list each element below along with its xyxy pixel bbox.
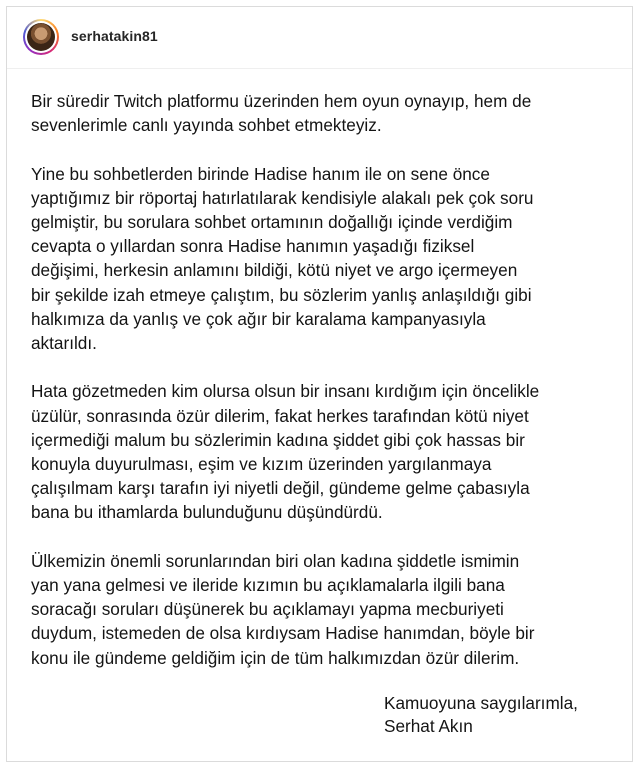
statement-paragraph-2: Yine bu sohbetlerden birinde Hadise hanım ile on sene önce yaptığımız bir röportaj hatırlatılarak kendisiyle alakalı pek çok soru gelmiştir, bu sorulara sohbet ortamının doğallığı içinde verdiğim cevapta o yıllardan sonra Hadise hanımın yaşadığı fiziksel değişimi, herkesin anlamını bildiği, kötü niyet ve argo içermeyen bir şekilde izah etmeye çalıştım, bu sözlerim yanlış anlaşıldığı gibi halkımıza da yanlış ve çok ağır bir karalama kampanyasıyla aktarıldı. [31, 163, 534, 354]
statement-paragraph-3: Hata gözetmeden kim olursa olsun bir insanı kırdığım için öncelikle üzülür, sonrasında özür dilerim, fakat herkes tarafından kötü niyet içermediği malum bu sözlerimin kadına şiddet gibi çok hassas bir konuyla duyurulması, eşim ve kızım üzerinden yargılanmaya çalışılmam karşı tarafın iyi niyetli değil, gündeme gelme çabasıyla bana bu ithamlarda bulunduğunu düşündürdü. [31, 381, 540, 523]
signature-block [384, 692, 578, 738]
avatar-border [25, 21, 57, 53]
post-header [7, 7, 632, 69]
username-link[interactable]: serhatakin81 [71, 28, 158, 44]
statement-paragraph-1: Bir süredir Twitch platformu üzerinden hem oyun oynayıp, hem de sevenlerimle canlı yayında sohbet etmekteyiz. [31, 91, 532, 136]
avatar[interactable] [23, 19, 59, 55]
closing-line: Kamuoyuna saygılarımla, [384, 693, 578, 713]
statement-text [31, 89, 621, 694]
post-card [6, 6, 633, 762]
profile-avatar-icon [27, 23, 55, 51]
signature-name: Serhat Akın [384, 716, 473, 736]
statement-paragraph-4: Ülkemizin önemli sorunlarından biri olan kadına şiddetle ismimin yan yana gelmesi ve ileride kızımın bu açıklamalarla ilgili bana soracağı soruları düşünerek bu açıklamayı yapma mecburiyeti duydum, istemeden de olsa kırdıysam Hadise hanımdan, böyle bir konu ile gündeme geldiğim için de tüm halkımızdan özür dilerim. [31, 550, 535, 668]
